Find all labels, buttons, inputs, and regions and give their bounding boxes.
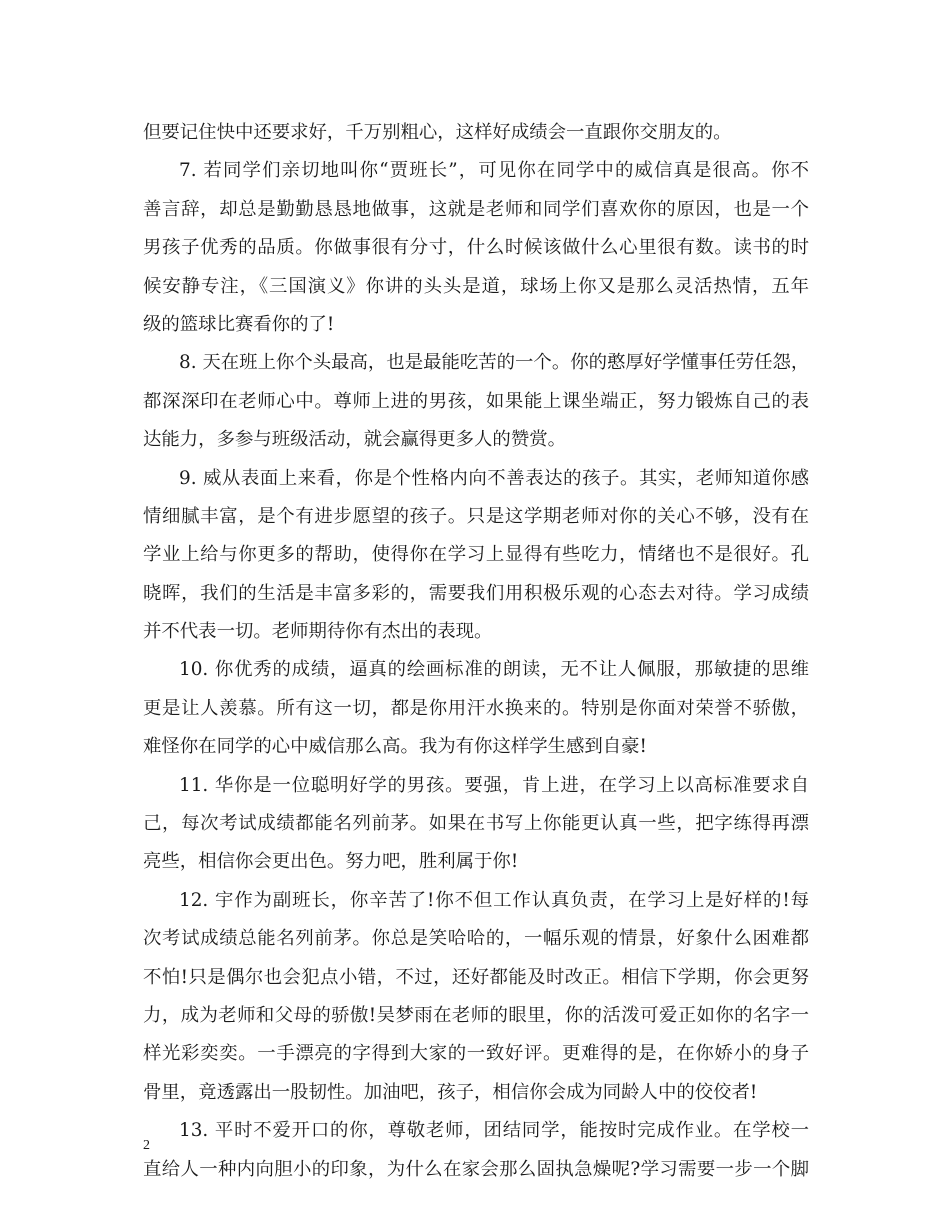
- text-line: 情细腻丰富，是个有进步愿望的孩子。只是这学期老师对你的关心不够，没有在: [143, 505, 809, 527]
- text-line: 更是让人羡慕。所有这一切，都是你用汗水换来的。特别是你面对荣誉不骄傲，: [143, 697, 809, 719]
- text-line: 善言辞，却总是勤勤恳恳地做事，这就是老师和同学们喜欢你的原因，也是一个: [143, 198, 809, 220]
- text-line: 直给人一种内向胆小的印象，为什么在家会那么固执急燥呢?学习需要一步一个脚: [143, 1158, 809, 1180]
- text-line: 学业上给与你更多的帮助，使得你在学习上显得有些吃力，情绪也不是很好。孔: [143, 544, 809, 566]
- text-line: 男孩子优秀的品质。你做事很有分寸，什么时候该做什么心里很有数。读书的时: [143, 237, 809, 259]
- text-line: 但要记住快中还要求好，千万别粗心，这样好成绩会一直跟你交朋友的。: [143, 122, 732, 143]
- text-line: 样光彩奕奕。一手漂亮的字得到大家的一致好评。更难得的是，在你娇小的身子: [143, 1043, 809, 1065]
- text-line: 次考试成绩总能名列前茅。你总是笑哈哈的，一幅乐观的情景，好象什么困难都: [143, 928, 809, 950]
- paragraph-10-start: 10. 你优秀的成绩，逼真的绘画标准的朗读，无不让人佩服，那敏捷的思维: [179, 659, 809, 681]
- paragraph-8-start: 8. 天在班上你个头最高，也是最能吃苦的一个。你的憨厚好学懂事任劳任怨，: [179, 352, 810, 374]
- page-number: 2: [143, 1138, 150, 1153]
- text-line: 都深深印在老师心中。尊师上进的男孩，如果能上课坐端正，努力锻炼自己的表: [143, 390, 809, 412]
- text-line: 己，每次考试成绩都能名列前茅。如果在书写上你能更认真一些，把字练得再漂: [143, 813, 809, 835]
- text-line: 不怕!只是偶尔也会犯点小错，不过，还好都能及时改正。相信下学期，你会更努: [143, 966, 809, 988]
- text-line: 并不代表一切。老师期待你有杰出的表现。: [143, 621, 493, 643]
- text-line: 力，成为老师和父母的骄傲!吴梦雨在老师的眼里，你的活泼可爱正如你的名字一: [143, 1004, 809, 1026]
- text-line: 候安静专注，《三国演义》你讲的头头是道，球场上你又是那么灵活热情，五年: [143, 275, 809, 297]
- text-line: 骨里，竟透露出一股韧性。加油吧，孩子，相信你会成为同龄人中的佼佼者!: [143, 1081, 758, 1103]
- text-line: 级的篮球比赛看你的了!: [143, 313, 335, 335]
- paragraph-12-start: 12. 宇作为副班长，你辛苦了!你不但工作认真负责，在学习上是好样的!每: [179, 889, 809, 911]
- paragraph-9-start: 9. 威从表面上来看，你是个性格内向不善表达的孩子。其实，老师知道你感: [179, 467, 809, 489]
- paragraph-13-start: 13. 平时不爱开口的你，尊敬老师，团结同学，能按时完成作业。在学校一: [179, 1120, 809, 1142]
- text-line: 达能力，多参与班级活动，就会赢得更多人的赞赏。: [143, 429, 566, 451]
- text-line: 亮些，相信你会更出色。努力吧，胜利属于你!: [143, 851, 519, 873]
- text-line: 晓晖，我们的生活是丰富多彩的，需要我们用积极乐观的心态去对待。学习成绩: [143, 582, 809, 604]
- paragraph-11-start: 11. 华你是一位聪明好学的男孩。要强，肯上进，在学习上以高标准要求自: [179, 774, 809, 796]
- document-body: [143, 114, 809, 1189]
- paragraph-7-start: 7. 若同学们亲切地叫你“贾班长”，可见你在同学中的威信真是很高。你不: [179, 160, 809, 182]
- text-line: 难怪你在同学的心中威信那么高。我为有你这样学生感到自豪!: [143, 736, 647, 758]
